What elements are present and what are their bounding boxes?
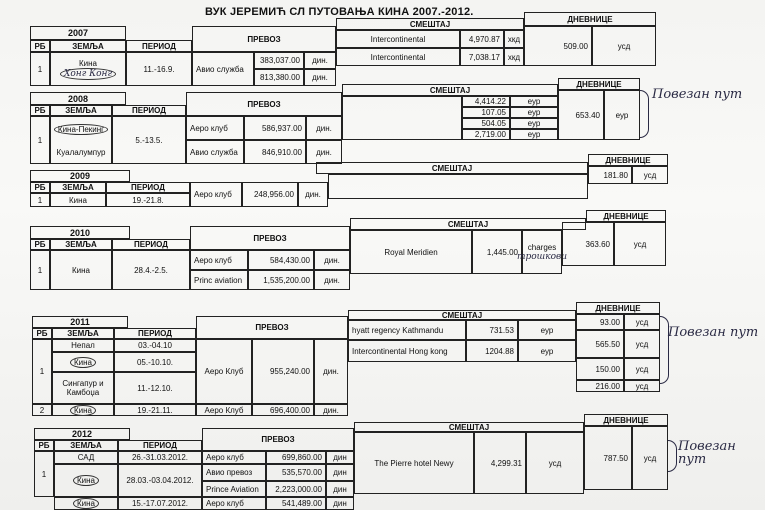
hotel-2-value: 7,038.17	[460, 48, 504, 66]
transport-header: ПРЕВОЗ	[186, 92, 342, 116]
lodging-empty	[328, 174, 588, 199]
country-header: ЗЕМЉА	[50, 40, 126, 52]
country-3-cell	[54, 497, 118, 510]
currency-din-1: дин.	[306, 116, 342, 140]
country-3: Кина	[73, 498, 99, 509]
country-2: Кина	[73, 475, 99, 486]
transport-value-2: 696,400.00	[252, 404, 314, 416]
hotel-1-currency: хкд	[504, 30, 524, 48]
currency-din-1: дин.	[304, 52, 336, 69]
hotel-currency: charges	[527, 242, 557, 252]
period-header: ПЕРИОД	[114, 328, 196, 339]
transport-type-1: Аеро Клуб	[196, 339, 252, 404]
rb-cell: 1	[30, 116, 50, 164]
lodging-header: СМЕШТАЈ	[348, 310, 576, 320]
country-header: ЗЕМЉА	[52, 328, 114, 339]
handwritten-charges: трошкови	[516, 251, 568, 262]
period-cell: 28.4.-2.5.	[112, 250, 190, 290]
rb-header: РБ	[30, 105, 50, 116]
lodging-header: СМЕШТАЈ	[354, 422, 584, 432]
lodging-empty	[342, 96, 462, 140]
rb-header: РБ	[30, 40, 50, 52]
lodging-value-3: 504.05	[462, 118, 510, 129]
transport-value-2: 1,535,200.00	[248, 270, 314, 290]
per-diem-value: 509.00	[524, 26, 592, 66]
per-diem-header: ДНЕВНИЦЕ	[588, 154, 668, 166]
period-1: 03.-04.10	[114, 339, 196, 352]
lodging-currency-1: еур	[510, 96, 558, 107]
per-diem-value: 363.60	[562, 222, 614, 266]
lodging-header: СМЕШТАЈ	[350, 218, 586, 230]
per-diem-currency: усд	[592, 26, 656, 66]
currency-din: дин.	[298, 182, 328, 207]
transport-value-1: 955,240.00	[252, 339, 314, 404]
period-3: 11.-12.10.	[114, 372, 196, 404]
handwritten-brace	[668, 440, 677, 472]
rb-header: РБ	[30, 182, 50, 193]
transport-value-1: 383,037.00	[254, 52, 304, 69]
hotel-1-currency: еур	[518, 320, 576, 340]
year-2007: 2007	[30, 26, 126, 40]
transport-type-3: Prince Aviation	[202, 481, 266, 497]
lodging-header: СМЕШТАЈ	[336, 18, 524, 30]
country-1: САД	[54, 451, 118, 464]
transport-type-2: Авио служба	[186, 140, 244, 164]
per-diem-header: ДНЕВНИЦЕ	[586, 210, 666, 222]
per-diem-currency-3: усд	[624, 358, 660, 380]
per-diem-currency: усд	[614, 222, 666, 266]
year-2008: 2008	[30, 92, 126, 105]
country-cell: Кина	[50, 193, 106, 207]
rb-cell: 1	[30, 193, 50, 207]
hotel: The Pierre hotel Newy	[354, 432, 474, 494]
country-2-cell	[52, 352, 114, 372]
country-header: ЗЕМЉА	[54, 440, 118, 451]
currency-din-1: дин.	[314, 339, 348, 404]
per-diem-header: ДНЕВНИЦЕ	[576, 302, 660, 314]
year-2010: 2010	[30, 226, 130, 239]
year-2011: 2011	[32, 316, 128, 328]
country-cell: Кина	[50, 250, 112, 290]
period-2: 28.03.-03.04.2012.	[118, 464, 202, 497]
per-diem-header: ДНЕВНИЦЕ	[558, 78, 640, 90]
country-header: ЗЕМЉА	[50, 182, 106, 193]
transport-value-4: 541,489.00	[266, 497, 326, 510]
transport-value-2: 846,910.00	[244, 140, 306, 164]
lodging-currency-4: еур	[510, 129, 558, 140]
transport-type: Аеро клуб	[190, 182, 242, 207]
transport-header: ПРЕВОЗ	[202, 428, 354, 451]
transport-value-3: 2,223,000.00	[266, 481, 326, 497]
country-2: Куалалумпур	[56, 147, 106, 157]
transport-header: ПРЕВОЗ	[192, 26, 336, 52]
per-diem-value: 181.80	[588, 166, 632, 184]
per-diem-1: 93.00	[576, 314, 624, 330]
currency-din-2: дин.	[304, 69, 336, 86]
country-text: Кина	[79, 58, 97, 68]
country-cell	[50, 52, 126, 86]
hotel-2: Intercontinental Hong kong	[348, 340, 466, 362]
hotel: Royal Meridien	[350, 230, 472, 274]
period-header: ПЕРИОД	[106, 182, 190, 193]
per-diem-2: 565.50	[576, 330, 624, 358]
period-cell: 5.-13.5.	[112, 116, 186, 164]
currency-din-2: дин.	[314, 270, 350, 290]
currency-din-4: дин	[326, 497, 354, 510]
transport-type-2: Princ aviation	[190, 270, 248, 290]
period-header: ПЕРИОД	[126, 40, 192, 52]
handwritten-brace	[640, 90, 649, 138]
rb-cell-1: 1	[32, 339, 52, 404]
period-cell: 19.-21.8.	[106, 193, 190, 207]
hotel-2-value: 1204.88	[466, 340, 518, 362]
hotel-1: hyatt regency Kathmandu	[348, 320, 466, 340]
transport-type-4: Аеро клуб	[202, 497, 266, 510]
handwritten-country: Хонг Конг	[60, 68, 116, 80]
period-3: 15.-17.07.2012.	[118, 497, 202, 510]
hotel-2-currency: хкд	[504, 48, 524, 66]
transport-type: Авио служба	[192, 52, 254, 86]
hotel-2-currency: еур	[518, 340, 576, 362]
rb-header: РБ	[30, 239, 50, 250]
transport-value-1: 699,860.00	[266, 451, 326, 464]
period-1: 26.-31.03.2012.	[118, 451, 202, 464]
lodging-value-2: 107.05	[462, 107, 510, 118]
transport-value-1: 586,937.00	[244, 116, 306, 140]
transport-type-1: Аеро клуб	[190, 250, 248, 270]
lodging-currency-3: еур	[510, 118, 558, 129]
per-diem-value: 653.40	[558, 90, 604, 140]
transport-type-2: Авио превоз	[202, 464, 266, 481]
period-4: 19.-21.11.	[114, 404, 196, 416]
year-2012: 2012	[34, 428, 130, 440]
hotel-currency-cell	[516, 230, 568, 274]
per-diem-currency: усд	[632, 426, 668, 490]
transport-type-1: Аеро клуб	[186, 116, 244, 140]
per-diem-currency-2: усд	[624, 330, 660, 358]
currency-din-2: дин	[326, 464, 354, 481]
lodging-value-1: 4,414.22	[462, 96, 510, 107]
country-2-cell	[54, 464, 118, 497]
period-cell: 11.-16.9.	[126, 52, 192, 86]
country-3: Сингапур и Камбоџа	[52, 372, 114, 404]
per-diem-value: 787.50	[584, 426, 632, 490]
period-header: ПЕРИОД	[112, 239, 190, 250]
hotel-1: Intercontinental	[336, 30, 460, 48]
currency-din-3: дин	[326, 481, 354, 497]
transport-value: 248,956.00	[242, 182, 298, 207]
currency-din-2: дин.	[314, 404, 348, 416]
transport-value-2: 535,570.00	[266, 464, 326, 481]
country-4: Кина	[70, 405, 96, 416]
rb-cell: 1	[30, 250, 50, 290]
rb-header: РБ	[34, 440, 54, 451]
handwritten-note: Повезан пут	[652, 87, 743, 102]
currency-din-1: дин	[326, 451, 354, 464]
hotel-2: Intercontinental	[336, 48, 460, 66]
country-1: Непал	[52, 339, 114, 352]
currency-din-1: дин.	[314, 250, 350, 270]
page-title: ВУК ЈЕРЕМИЋ СЛ ПУТОВАЊА КИНА 2007.-2012.	[205, 6, 474, 18]
lodging-value-4: 2,719.00	[462, 129, 510, 140]
country-1: Кина-Пекинг	[54, 124, 108, 135]
rb-cell: 1	[30, 52, 50, 86]
transport-value-1: 584,430.00	[248, 250, 314, 270]
per-diem-currency-4: усд	[624, 380, 660, 392]
handwritten-note: Повезан пут	[668, 325, 759, 340]
lodging-header: СМЕШТАЈ	[342, 84, 558, 96]
period-header: ПЕРИОД	[118, 440, 202, 451]
country-header: ЗЕМЉА	[50, 105, 112, 116]
hotel-1-value: 4,970.87	[460, 30, 504, 48]
period-header: ПЕРИОД	[112, 105, 186, 116]
handwritten-note: Повезан пут	[678, 439, 736, 467]
hotel-value: 1,445.00	[472, 230, 522, 274]
period-2: 05.-10.10.	[114, 352, 196, 372]
hotel-1-value: 731.53	[466, 320, 518, 340]
transport-header: ПРЕВОЗ	[196, 316, 348, 339]
transport-value-2: 813,380.00	[254, 69, 304, 86]
per-diem-header: ДНЕВНИЦЕ	[584, 414, 668, 426]
per-diem-header: ДНЕВНИЦЕ	[524, 12, 656, 26]
currency-din-2: дин.	[306, 140, 342, 164]
lodging-header: СМЕШТАЈ	[316, 162, 588, 174]
country-header: ЗЕМЉА	[50, 239, 112, 250]
rb-cell-2: 2	[32, 404, 52, 416]
country-4-cell	[52, 404, 114, 416]
year-2009: 2009	[30, 170, 130, 182]
transport-header: ПРЕВОЗ	[190, 226, 350, 250]
rb-header: РБ	[32, 328, 52, 339]
hotel-value: 4,299.31	[474, 432, 526, 494]
transport-type-2: Аеро Клуб	[196, 404, 252, 416]
country-cell	[50, 116, 112, 164]
lodging-currency-2: еур	[510, 107, 558, 118]
transport-type-1: Аеро клуб	[202, 451, 266, 464]
per-diem-currency: усд	[632, 166, 668, 184]
per-diem-4: 216.00	[576, 380, 624, 392]
per-diem-currency: еур	[604, 90, 640, 140]
per-diem-3: 150.00	[576, 358, 624, 380]
country-2: Кина	[70, 357, 96, 368]
hotel-currency: усд	[526, 432, 584, 494]
rb-cell: 1	[34, 451, 54, 497]
per-diem-currency-1: усд	[624, 314, 660, 330]
